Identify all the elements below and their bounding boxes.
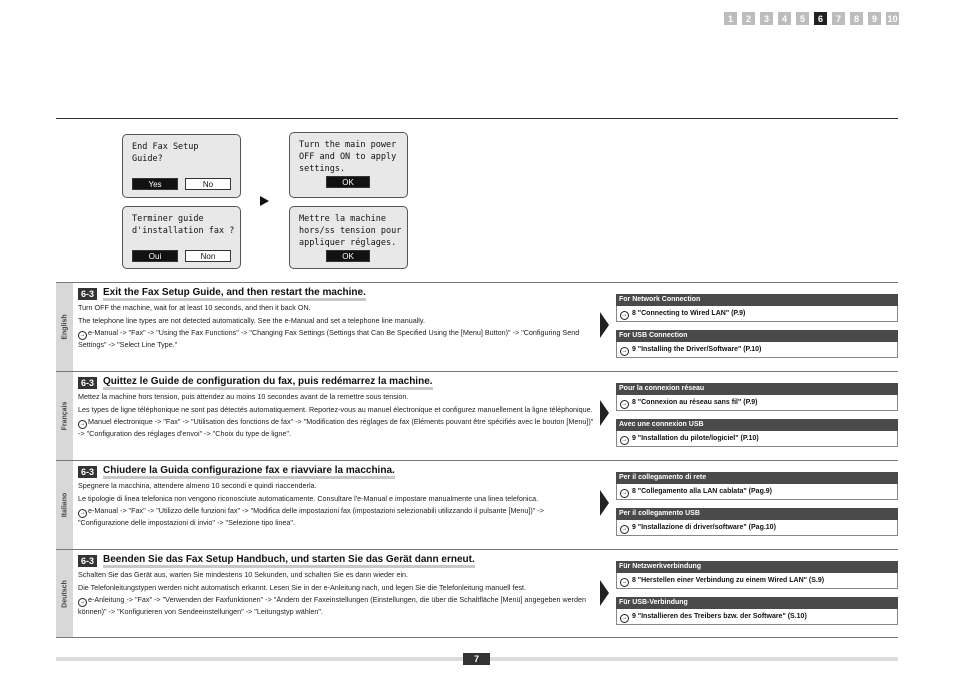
section-heading	[78, 554, 475, 568]
reference-arrow-icon: →	[79, 332, 86, 339]
reference-header: Für USB-Verbindung	[616, 597, 898, 609]
reference-link-text: 9 "Installation du pilote/logiciel" (P.10)	[631, 435, 759, 442]
reference-header: For USB Connection	[616, 330, 898, 342]
instruction-text: Turn OFF the machine, wait for at least 10 seconds, and then it back ON.	[78, 303, 311, 312]
next-step-arrow-icon	[600, 400, 609, 426]
reference-link[interactable]	[616, 520, 898, 536]
page-nav-3[interactable]: 3	[760, 12, 773, 25]
lcd-oui-button: Oui	[132, 250, 178, 262]
usb-connection-reference[interactable]	[616, 419, 898, 447]
manual-reference-text: e-Manual -> "Fax" -> "Using the Fax Functions" -> "Changing Fax Settings (Settings that Can Be Specified Using the [Menu] Button)" -> "Configuring Send Settings" -> "Select Line Type."	[78, 328, 580, 350]
reference-arrow-icon: →	[79, 510, 86, 517]
section-divider	[56, 637, 898, 638]
section-divider	[56, 460, 898, 461]
language-label: Italiano	[61, 492, 68, 518]
step-number: 6-3	[78, 555, 97, 567]
reference-arrow-icon: →	[621, 401, 628, 407]
reference-arrow-icon: →	[621, 526, 628, 532]
lcd-non-button: Non	[185, 250, 231, 262]
lcd-screen-restart-fr	[289, 206, 408, 269]
page-nav-9[interactable]: 9	[868, 12, 881, 25]
page-nav-5[interactable]: 5	[796, 12, 809, 25]
step-number: 6-3	[78, 288, 97, 300]
page-nav-4[interactable]: 4	[778, 12, 791, 25]
manual-reference	[78, 595, 594, 618]
page-nav-2[interactable]: 2	[742, 12, 755, 25]
manual-reference	[78, 328, 594, 351]
page-number: 7	[463, 653, 490, 665]
reference-link-text: 8 "Connexion au réseau sans fil" (P.9)	[631, 399, 758, 406]
manual-reference	[78, 417, 594, 440]
reference-link[interactable]	[616, 395, 898, 411]
reference-link-text: 8 "Connecting to Wired LAN" (P.9)	[631, 310, 746, 317]
usb-connection-reference[interactable]	[616, 597, 898, 625]
reference-link[interactable]	[616, 306, 898, 322]
instruction-text: Le tipologie di linea telefonica non vengono riconosciute automaticamente. Consultare l'e-Manual e impostare manualmente una linea telefonica.	[78, 493, 539, 503]
lcd-no-button: No	[185, 178, 231, 190]
instruction-text: The telephone line types are not detected automatically. See the e-Manual and set a telephone line manually.	[78, 315, 425, 325]
section-heading	[78, 287, 366, 301]
reference-header: Per il collegamento di rete	[616, 472, 898, 484]
lcd-message: Mettre la machine hors/ss tension pour appliquer réglages.	[299, 214, 402, 248]
language-label: Deutsch	[61, 579, 68, 608]
reference-link-text: 9 "Installing the Driver/Software" (P.10)	[631, 346, 762, 353]
step-number: 6-3	[78, 377, 97, 389]
language-tab-french	[56, 372, 73, 460]
step-number: 6-3	[78, 466, 97, 478]
manual-reference-text: e-Anleitung -> "Fax" -> "Verwenden der Faxfunktionen" -> "Ändern der Faxeinstellungen (Einstellungen, die über die Schaltfläche [Menü] angegeben werden können)" -> "Konfigurieren von Sendeeinstellungen" -> "Leitungstyp wählen".	[78, 595, 587, 617]
usb-connection-reference[interactable]	[616, 330, 898, 358]
step-title: Exit the Fax Setup Guide, and then restart the machine.	[103, 287, 366, 301]
reference-arrow-icon: →	[621, 579, 628, 585]
reference-header: Pour la connexion réseau	[616, 383, 898, 395]
step-title: Beenden Sie das Fax Setup Handbuch, und starten Sie das Gerät dann erneut.	[103, 554, 475, 568]
reference-link[interactable]	[616, 609, 898, 625]
step-title: Quittez le Guide de configuration du fax, puis redémarrez la machine.	[103, 376, 433, 390]
lcd-yes-button: Yes	[132, 178, 178, 190]
network-connection-reference[interactable]	[616, 561, 898, 589]
section-body	[78, 481, 594, 531]
page-nav-7[interactable]: 7	[832, 12, 845, 25]
reference-arrow-icon: →	[79, 599, 86, 606]
reference-link[interactable]	[616, 573, 898, 589]
header-divider	[56, 118, 898, 119]
language-label: Français	[61, 401, 68, 431]
page-nav-10[interactable]: 10	[887, 13, 898, 24]
section-divider	[56, 549, 898, 550]
reference-header: Avec une connexion USB	[616, 419, 898, 431]
manual-reference-text: e-Manual -> "Fax" -> "Utilizzo delle funzioni fax" -> "Modifica delle impostazioni fax (impostazioni selezionabili utilizzando il pulsante [Menu])" -> "Configurazione delle impostazioni di invio" -> "Selezione tipo linea".	[78, 506, 544, 528]
section-body	[78, 392, 594, 442]
manual-reference-text: Manuel électronique -> "Fax" -> "Utilisation des fonctions de fax" -> "Modification des réglages de fax (Eléments pouvant être spécifiés avec le bouton [Menu])" -> "Configuration des réglages d'envoi" -> "Choix du type de ligne".	[78, 417, 594, 439]
reference-arrow-icon: →	[621, 312, 628, 318]
manual-reference	[78, 506, 594, 529]
reference-header: Per il collegamento USB	[616, 508, 898, 520]
network-connection-reference[interactable]	[616, 383, 898, 411]
page-nav-1[interactable]: 1	[724, 12, 737, 25]
reference-arrow-icon: →	[621, 348, 628, 354]
instruction-text: Die Telefonleitungstypen werden nicht automatisch erkannt. Lesen Sie in der e-Anleitung nach, und legen Sie die Telefonleitung manuell fest.	[78, 582, 527, 592]
reference-arrow-icon: →	[621, 437, 628, 443]
next-step-arrow-icon	[600, 312, 609, 338]
page-navigation	[724, 12, 899, 25]
instruction-text: Les types de ligne téléphonique ne sont pas détectés automatiquement. Reportez-vous au manuel électronique et configurez manuellement la ligne téléphonique.	[78, 404, 593, 414]
usb-connection-reference[interactable]	[616, 508, 898, 536]
lcd-message: Terminer guide d'installation fax ?	[132, 214, 235, 236]
next-step-arrow-icon	[600, 490, 609, 516]
reference-header: Für Netzwerkverbindung	[616, 561, 898, 573]
lcd-screen-restart-en	[289, 132, 408, 198]
reference-arrow-icon: →	[621, 490, 628, 496]
section-body	[78, 570, 594, 620]
instruction-text: Mettez la machine hors tension, puis attendez au moins 10 secondes avant de la remettre sous tension.	[78, 392, 409, 401]
reference-link-text: 9 "Installazione di driver/software" (Pag.10)	[631, 524, 776, 531]
network-connection-reference[interactable]	[616, 472, 898, 500]
arrow-right-icon	[260, 196, 269, 206]
language-label: English	[61, 314, 68, 340]
instruction-text: Spegnere la macchina, attendere almeno 10 secondi e quindi riaccenderla.	[78, 481, 317, 490]
page-nav-6-current[interactable]: 6	[814, 12, 827, 25]
lcd-ok-button: OK	[326, 176, 370, 188]
lcd-message: End Fax Setup Guide?	[132, 142, 199, 164]
lcd-screen-end-fax-setup-fr	[122, 206, 241, 269]
section-divider	[56, 371, 898, 372]
section-divider	[56, 282, 898, 283]
reference-arrow-icon: →	[79, 421, 86, 428]
reference-arrow-icon: →	[621, 615, 628, 621]
page-nav-8[interactable]: 8	[850, 12, 863, 25]
section-body	[78, 303, 594, 353]
section-heading	[78, 465, 395, 479]
reference-link-text: 8 "Herstellen einer Verbindung zu einem Wired LAN" (S.9)	[631, 577, 825, 584]
lcd-screen-end-fax-setup-en	[122, 134, 241, 198]
reference-link[interactable]	[616, 342, 898, 358]
language-tab-german	[56, 550, 73, 637]
lcd-message: Turn the main power OFF and ON to apply settings.	[299, 140, 397, 174]
next-step-arrow-icon	[600, 580, 609, 606]
step-title: Chiudere la Guida configurazione fax e riavviare la macchina.	[103, 465, 395, 479]
reference-header: For Network Connection	[616, 294, 898, 306]
section-heading	[78, 376, 433, 390]
language-tab-italian	[56, 461, 73, 549]
reference-link-text: 9 "Installieren des Treibers bzw. der Software" (S.10)	[631, 613, 807, 620]
lcd-ok-button: OK	[326, 250, 370, 262]
reference-link-text: 8 "Collegamento alla LAN cablata" (Pag.9)	[631, 488, 773, 495]
instruction-text: Schalten Sie das Gerät aus, warten Sie mindestens 10 Sekunden, und schalten Sie es dann wieder ein.	[78, 570, 409, 579]
reference-link[interactable]	[616, 484, 898, 500]
language-tab-english	[56, 283, 73, 371]
network-connection-reference[interactable]	[616, 294, 898, 322]
reference-link[interactable]	[616, 431, 898, 447]
